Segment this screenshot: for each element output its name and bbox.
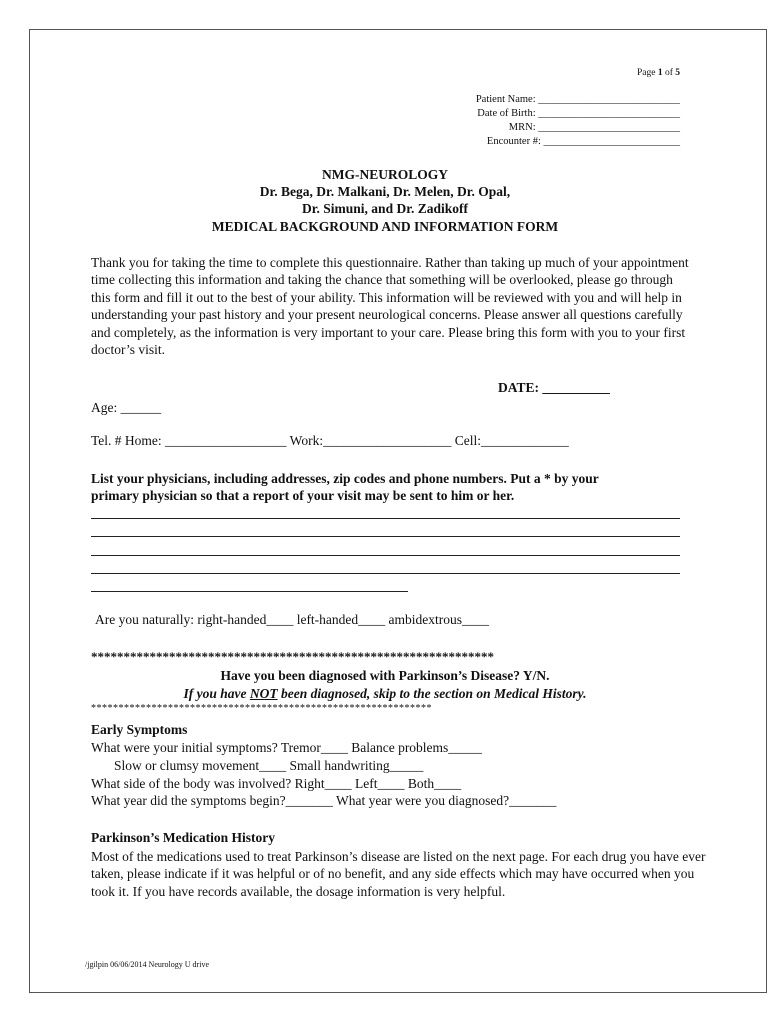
initial-symptoms-question[interactable]: What were your initial symptoms? Tremor____ Balance problems_____ (91, 740, 483, 755)
parkinsons-question[interactable]: Have you been diagnosed with Parkinson’s Disease? Y/N. (220, 668, 550, 683)
page-of: of (662, 68, 676, 78)
medication-heading: Parkinson’s Medication History (91, 830, 275, 845)
dob-field[interactable]: Date of Birth: ___________________________ (477, 108, 680, 119)
age-field[interactable]: Age: ______ (91, 400, 162, 415)
page-number (637, 68, 680, 78)
telephone-fields[interactable]: Tel. # Home: __________________ Work:___________________ Cell:_____________ (91, 433, 569, 448)
divider-stars-thin: ************************************************************** (91, 703, 432, 714)
body-side-question[interactable]: What side of the body was involved? Right____ Left____ Both____ (91, 776, 462, 791)
patient-name-field[interactable]: Patient Name: ___________________________ (475, 94, 680, 105)
mrn-field[interactable]: MRN: ___________________________ (508, 122, 680, 133)
doctors-line-2: Dr. Simuni, and Dr. Zadikoff (302, 201, 468, 216)
footer-note: /jgilpin 06/06/2014 Neurology U drive (85, 960, 209, 969)
clinic-name: NMG-NEUROLOGY (322, 167, 448, 182)
physician-line-3[interactable] (91, 555, 680, 556)
physicians-instruction-1: List your physicians, including addresses, zip codes and phone numbers. Put a * by your (91, 471, 599, 486)
skip-not: NOT (249, 686, 278, 701)
physicians-instruction-2: primary physician so that a report of your visit may be sent to him or her. (91, 488, 515, 503)
encounter-field[interactable]: Encounter #: __________________________ (486, 136, 680, 147)
divider-stars-bold: ************************************************************** (91, 649, 494, 664)
skip-instruction (30, 686, 740, 702)
date-field[interactable]: DATE: __________ (498, 380, 610, 395)
early-symptoms-heading: Early Symptoms (91, 722, 188, 737)
skip-pre: If you have (183, 686, 250, 701)
physician-line-4[interactable] (91, 573, 680, 574)
skip-post: been diagnosed, skip to the section on Medical History. (277, 686, 587, 701)
form-page (29, 29, 767, 993)
doctors-line-1: Dr. Bega, Dr. Malkani, Dr. Melen, Dr. Opal, (259, 184, 511, 199)
medication-paragraph: Most of the medications used to treat Parkinson’s disease are listed on the next page. For each drug you have ever taken, please indicate if it was helpful or of no benefit, and any side effects which may have occurred when you took it. If you have records available, the dosage information is very helpful. (91, 849, 706, 899)
initial-symptoms-question-2[interactable]: Slow or clumsy movement____ Small handwriting_____ (114, 758, 424, 773)
physician-line-1[interactable] (91, 518, 680, 519)
form-title: MEDICAL BACKGROUND AND INFORMATION FORM (211, 219, 559, 234)
physician-line-2[interactable] (91, 536, 680, 537)
page-total: 5 (675, 68, 680, 78)
page-num: 1 (657, 68, 663, 78)
symptom-year-question[interactable]: What year did the symptoms begin?_______ What year were you diagnosed?_______ (91, 793, 557, 808)
handedness-question[interactable]: Are you naturally: right-handed____ left-handed____ ambidextrous____ (95, 612, 490, 627)
page-prefix: Page (636, 68, 658, 78)
intro-paragraph: Thank you for taking the time to complete this questionnaire. Rather than taking up much of your appointment time collecting this information and taking the chance that something will be overlooked, please go through this form and fill it out to the best of your ability. This information will be reviewed with you and will help in understanding your past history and your present neurological concerns. Please answer all questions carefully and completely, as the information is very important to your care. Please bring this form with you to your first doctor’s visit. (91, 255, 689, 358)
physician-line-5[interactable] (91, 591, 408, 592)
